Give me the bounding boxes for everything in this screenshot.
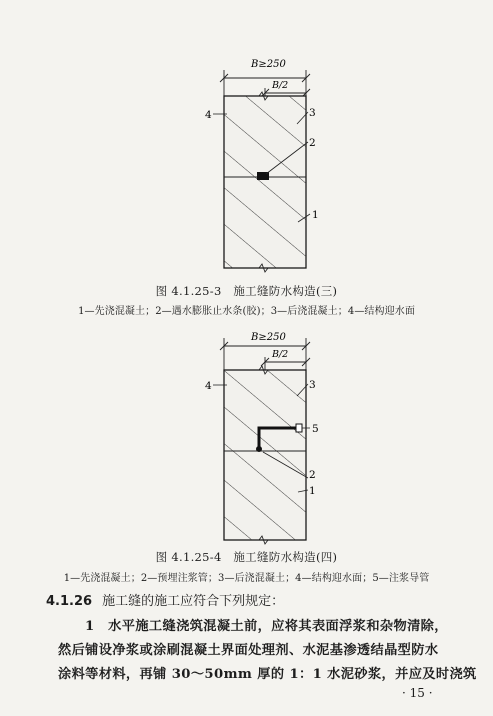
fig2-dim-width: B≥250 (251, 332, 286, 343)
fig2-callout-5: 5 (312, 423, 319, 435)
fig2-dim-half: B/2 (272, 349, 289, 360)
figure-2-legend: 1—先浇混凝土；2—预埋注浆管；3—后浇混凝土；4—结构迎水面；5—注浆导管 (63, 573, 430, 584)
paragraph-line-3: 涂料等材料，再铺 30～50mm 厚的 1：1 水泥砂浆，并应及时浇筑 (58, 667, 477, 682)
fig1-callout-4: 4 (205, 109, 212, 121)
fig2-callout-3: 3 (309, 379, 316, 391)
clause-number: 4.1.26 (46, 594, 93, 609)
paragraph-line-2: 然后铺设净浆或涂刷混凝土界面处理剂、水泥基渗透结晶型防水 (58, 643, 439, 658)
fig2-callout-4: 4 (205, 380, 212, 392)
fig2-callout-1: 1 (309, 485, 316, 497)
fig1-callout-1: 1 (312, 209, 319, 221)
fig1-dim-half: B/2 (272, 80, 289, 91)
clause-heading (46, 590, 284, 609)
figure-2-caption: 图 4.1.25-4 施工缝防水构造(四) (155, 550, 338, 564)
figure-1-caption: 图 4.1.25-3 施工缝防水构造(三) (155, 284, 338, 298)
fig1-callout-2: 2 (309, 137, 316, 149)
paragraph-line-1: 1 水平施工缝浇筑混凝土前，应将其表面浮浆和杂物清除， (85, 619, 448, 634)
figure-1-legend: 1—先浇混凝土；2—遇水膨胀止水条(胶)；3—后浇混凝土；4—结构迎水面 (78, 306, 415, 317)
page-number: · 15 · (402, 686, 433, 700)
fig1-dim-width: B≥250 (251, 59, 286, 70)
fig2-callout-2: 2 (309, 469, 316, 481)
clause-text: 施工缝的施工应符合下列规定： (102, 594, 285, 609)
fig1-callout-3: 3 (309, 107, 316, 119)
